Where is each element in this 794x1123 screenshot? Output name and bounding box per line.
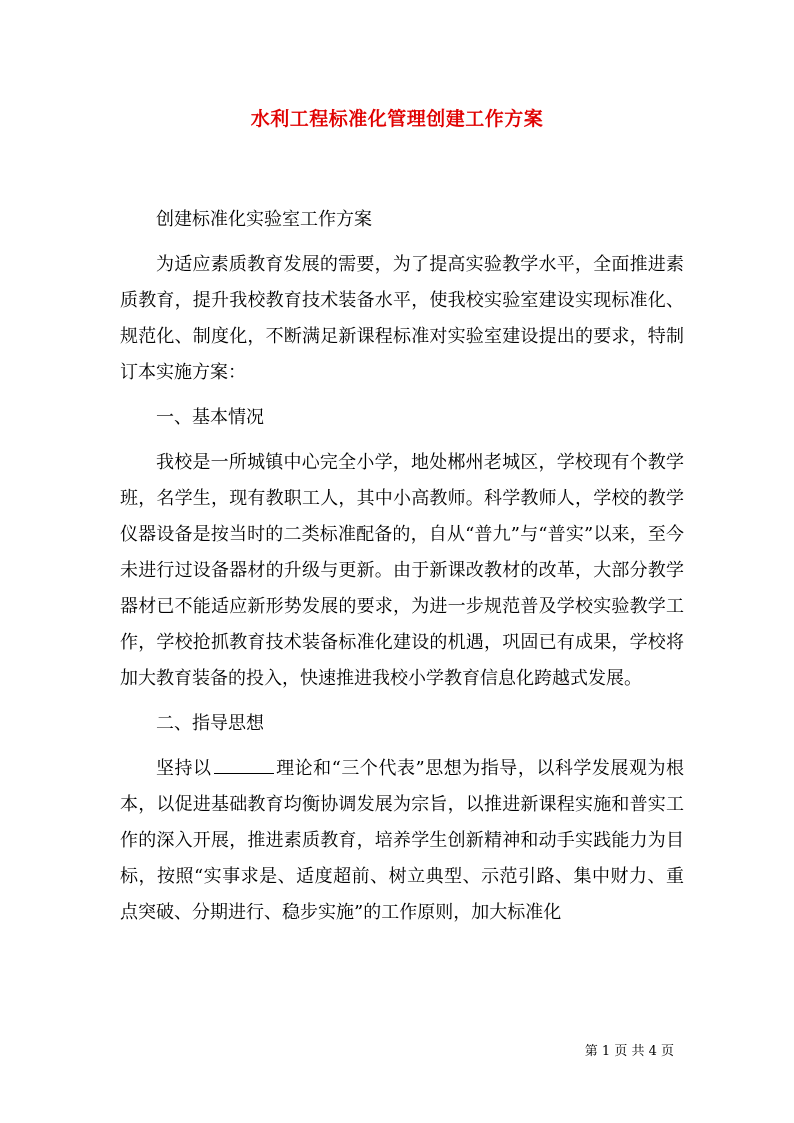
document-title: 水利工程标准化管理创建工作方案 (250, 108, 544, 130)
guiding-text-rest: 理论和“三个代表”思想为指导，以科学发展观为根本，以促进基础教育均衡协调发展为宗旨，以推进新课程实施和普实工作的深入开展，推进素质教育，培养学生创新精神和动手实践能力为目标，按照“实事求是、适度超前、树立典型、示范引路、集中财力、重点突破、分期进行、稳步实施”的工作原则，加大标准化 (120, 758, 685, 923)
paragraph-intro: 为适应素质教育发展的需要，为了提高实验教学水平，全面推进素质教育，提升我校教育技术装备水平，使我校实验室建设实现标准化、规范化、制度化，不断满足新课程标准对实验室建设提出的要求，特制订本实施方案： (120, 254, 684, 383)
paragraph-subtitle: 创建标准化实验室工作方案 (156, 209, 372, 230)
section-heading-basic-situation: 一、基本情况 (156, 407, 264, 428)
fill-in-blank (214, 755, 274, 774)
page-number-footer: 第 1 页 共 4 页 (584, 1044, 674, 1059)
section-heading-guiding-ideology: 二、指导思想 (156, 713, 264, 734)
paragraph-guiding-ideology (120, 751, 684, 931)
paragraph-basic-situation: 我校是一所城镇中心完全小学，地处郴州老城区，学校现有个教学班，名学生，现有教职工人，其中小高教师。科学教师人，学校的教学仪器设备是按当时的二类标准配备的，自从“普九”与“普实”以来，至今未进行过设备器材的升级与更新。由于新课改教材的改革，大部分教学器材已不能适应新形势发展的要求，为进一步规范普及学校实验教学工作，学校抢抓教育技术装备标准化建设的机遇，巩固已有成果，学校将加大教育装备的投入，快速推进我校小学教育信息化跨越式发展。 (120, 452, 684, 689)
document-body (120, 202, 684, 940)
guiding-text-start: 坚持以 (156, 758, 212, 779)
